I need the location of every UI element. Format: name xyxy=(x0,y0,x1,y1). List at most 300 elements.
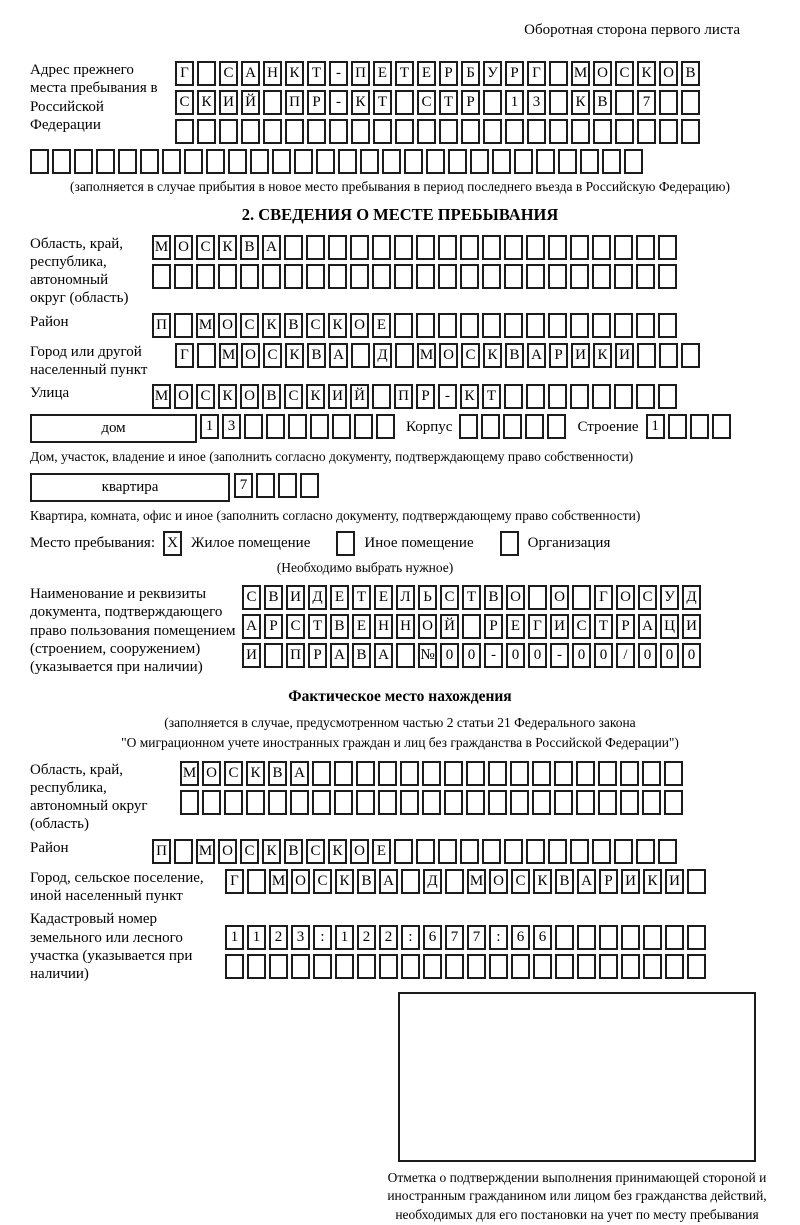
form-char-cell[interactable]: К xyxy=(246,761,265,786)
checkbox-organizatsiya[interactable] xyxy=(500,531,519,556)
form-char-cell[interactable] xyxy=(448,149,467,174)
form-char-cell[interactable]: Р xyxy=(599,869,618,894)
form-char-cell[interactable]: К xyxy=(351,90,370,115)
form-char-cell[interactable] xyxy=(665,925,684,950)
form-char-cell[interactable] xyxy=(404,149,423,174)
form-char-cell[interactable] xyxy=(246,790,265,815)
form-char-cell[interactable]: Р xyxy=(307,90,326,115)
form-char-cell[interactable]: Р xyxy=(439,61,458,86)
form-char-cell[interactable]: П xyxy=(351,61,370,86)
form-char-cell[interactable]: С xyxy=(219,61,238,86)
form-char-cell[interactable] xyxy=(620,761,639,786)
form-char-cell[interactable] xyxy=(504,313,523,338)
form-char-cell[interactable] xyxy=(400,790,419,815)
form-char-cell[interactable] xyxy=(615,90,634,115)
form-char-cell[interactable] xyxy=(416,235,435,260)
form-char-cell[interactable]: Т xyxy=(308,614,327,639)
form-char-cell[interactable] xyxy=(687,869,706,894)
form-char-cell[interactable] xyxy=(394,264,413,289)
form-char-cell[interactable]: М xyxy=(417,343,436,368)
form-char-cell[interactable]: О xyxy=(439,343,458,368)
form-char-cell[interactable] xyxy=(184,149,203,174)
form-char-cell[interactable]: Е xyxy=(372,313,391,338)
form-char-cell[interactable] xyxy=(250,149,269,174)
form-char-cell[interactable]: Е xyxy=(506,614,525,639)
form-char-cell[interactable] xyxy=(643,925,662,950)
form-char-cell[interactable]: П xyxy=(285,90,304,115)
form-char-cell[interactable] xyxy=(614,839,633,864)
form-char-cell[interactable]: Р xyxy=(484,614,503,639)
form-char-cell[interactable]: В xyxy=(284,313,303,338)
form-char-cell[interactable]: С xyxy=(461,343,480,368)
form-char-cell[interactable] xyxy=(554,761,573,786)
form-char-cell[interactable]: С xyxy=(572,614,591,639)
form-char-cell[interactable] xyxy=(659,119,678,144)
form-char-cell[interactable] xyxy=(313,954,332,979)
form-char-cell[interactable]: О xyxy=(593,61,612,86)
form-char-cell[interactable] xyxy=(681,119,700,144)
form-char-cell[interactable]: И xyxy=(242,643,261,668)
form-char-cell[interactable] xyxy=(96,149,115,174)
form-char-cell[interactable] xyxy=(599,954,618,979)
form-char-cell[interactable] xyxy=(504,235,523,260)
form-char-cell[interactable] xyxy=(614,313,633,338)
form-char-cell[interactable] xyxy=(571,119,590,144)
form-char-cell[interactable]: М xyxy=(571,61,590,86)
form-char-cell[interactable] xyxy=(445,869,464,894)
form-char-cell[interactable]: М xyxy=(467,869,486,894)
checkbox-zhiloe-pomeshchenie[interactable]: X xyxy=(163,531,182,556)
form-char-cell[interactable]: М xyxy=(269,869,288,894)
form-char-cell[interactable] xyxy=(400,761,419,786)
form-char-cell[interactable] xyxy=(570,384,589,409)
form-char-cell[interactable] xyxy=(395,90,414,115)
form-char-cell[interactable] xyxy=(577,954,596,979)
form-char-cell[interactable]: С xyxy=(440,585,459,610)
form-char-cell[interactable] xyxy=(598,761,617,786)
form-char-cell[interactable]: С xyxy=(313,869,332,894)
form-char-cell[interactable] xyxy=(307,119,326,144)
form-char-cell[interactable]: С xyxy=(284,384,303,409)
form-char-cell[interactable] xyxy=(488,761,507,786)
form-char-cell[interactable]: / xyxy=(616,643,635,668)
form-char-cell[interactable]: И xyxy=(665,869,684,894)
form-char-cell[interactable] xyxy=(290,790,309,815)
form-char-cell[interactable] xyxy=(592,313,611,338)
form-char-cell[interactable] xyxy=(394,839,413,864)
form-char-cell[interactable] xyxy=(335,954,354,979)
form-char-cell[interactable] xyxy=(504,384,523,409)
form-char-cell[interactable] xyxy=(152,264,171,289)
form-char-cell[interactable]: Н xyxy=(396,614,415,639)
form-char-cell[interactable] xyxy=(356,761,375,786)
form-char-cell[interactable] xyxy=(536,149,555,174)
form-char-cell[interactable]: Г xyxy=(528,614,547,639)
form-char-cell[interactable] xyxy=(528,585,547,610)
form-char-cell[interactable] xyxy=(664,761,683,786)
checkbox-inoe-pomeshchenie[interactable] xyxy=(336,531,355,556)
form-char-cell[interactable] xyxy=(580,149,599,174)
form-char-cell[interactable]: Г xyxy=(175,343,194,368)
form-char-cell[interactable]: Е xyxy=(330,585,349,610)
form-char-cell[interactable] xyxy=(636,313,655,338)
form-char-cell[interactable] xyxy=(599,925,618,950)
form-char-cell[interactable] xyxy=(206,149,225,174)
form-char-cell[interactable] xyxy=(334,790,353,815)
form-char-cell[interactable] xyxy=(378,761,397,786)
form-char-cell[interactable]: Т xyxy=(482,384,501,409)
form-char-cell[interactable] xyxy=(350,264,369,289)
form-char-cell[interactable]: 3 xyxy=(222,414,241,439)
form-char-cell[interactable]: К xyxy=(335,869,354,894)
form-char-cell[interactable]: М xyxy=(196,839,215,864)
form-char-cell[interactable]: О xyxy=(350,313,369,338)
form-char-cell[interactable] xyxy=(526,839,545,864)
form-char-cell[interactable]: В xyxy=(268,761,287,786)
form-char-cell[interactable]: Г xyxy=(594,585,613,610)
form-char-cell[interactable] xyxy=(510,761,529,786)
form-char-cell[interactable] xyxy=(620,790,639,815)
form-char-cell[interactable] xyxy=(576,761,595,786)
kvartira-box[interactable]: квартира xyxy=(30,473,230,502)
form-char-cell[interactable] xyxy=(244,414,263,439)
form-char-cell[interactable]: А xyxy=(241,61,260,86)
form-char-cell[interactable] xyxy=(712,414,731,439)
form-char-cell[interactable]: П xyxy=(286,643,305,668)
form-char-cell[interactable] xyxy=(492,149,511,174)
form-char-cell[interactable]: А xyxy=(379,869,398,894)
form-char-cell[interactable]: О xyxy=(241,343,260,368)
form-char-cell[interactable] xyxy=(247,954,266,979)
form-char-cell[interactable] xyxy=(268,790,287,815)
form-char-cell[interactable] xyxy=(373,119,392,144)
form-char-cell[interactable]: Р xyxy=(461,90,480,115)
form-char-cell[interactable] xyxy=(256,473,275,498)
form-char-cell[interactable]: К xyxy=(306,384,325,409)
form-char-cell[interactable] xyxy=(482,235,501,260)
form-char-cell[interactable] xyxy=(401,954,420,979)
form-char-cell[interactable] xyxy=(577,925,596,950)
form-char-cell[interactable] xyxy=(525,414,544,439)
form-char-cell[interactable]: С xyxy=(240,839,259,864)
form-char-cell[interactable]: 6 xyxy=(423,925,442,950)
form-char-cell[interactable] xyxy=(462,614,481,639)
form-char-cell[interactable]: 0 xyxy=(638,643,657,668)
form-char-cell[interactable]: 7 xyxy=(445,925,464,950)
form-char-cell[interactable]: 1 xyxy=(200,414,219,439)
form-char-cell[interactable]: 0 xyxy=(462,643,481,668)
form-char-cell[interactable] xyxy=(228,149,247,174)
form-char-cell[interactable]: 1 xyxy=(247,925,266,950)
form-char-cell[interactable] xyxy=(460,313,479,338)
form-char-cell[interactable]: И xyxy=(615,343,634,368)
form-char-cell[interactable] xyxy=(202,790,221,815)
form-char-cell[interactable] xyxy=(328,235,347,260)
form-char-cell[interactable] xyxy=(306,264,325,289)
form-char-cell[interactable] xyxy=(526,384,545,409)
form-char-cell[interactable] xyxy=(598,790,617,815)
form-char-cell[interactable]: 7 xyxy=(467,925,486,950)
form-char-cell[interactable]: В xyxy=(681,61,700,86)
form-char-cell[interactable]: А xyxy=(290,761,309,786)
form-char-cell[interactable]: 3 xyxy=(291,925,310,950)
form-char-cell[interactable] xyxy=(643,954,662,979)
form-char-cell[interactable]: О xyxy=(218,839,237,864)
form-char-cell[interactable] xyxy=(593,119,612,144)
form-char-cell[interactable] xyxy=(284,264,303,289)
form-char-cell[interactable]: Р xyxy=(616,614,635,639)
form-char-cell[interactable]: В xyxy=(264,585,283,610)
form-char-cell[interactable] xyxy=(466,761,485,786)
form-char-cell[interactable] xyxy=(592,264,611,289)
form-char-cell[interactable] xyxy=(269,954,288,979)
form-char-cell[interactable]: И xyxy=(682,614,701,639)
form-char-cell[interactable] xyxy=(288,414,307,439)
form-char-cell[interactable] xyxy=(30,149,49,174)
form-char-cell[interactable] xyxy=(294,149,313,174)
form-char-cell[interactable]: У xyxy=(660,585,679,610)
form-char-cell[interactable]: Т xyxy=(352,585,371,610)
form-char-cell[interactable] xyxy=(558,149,577,174)
form-char-cell[interactable]: К xyxy=(218,235,237,260)
form-char-cell[interactable] xyxy=(642,790,661,815)
form-char-cell[interactable] xyxy=(547,414,566,439)
form-char-cell[interactable]: О xyxy=(202,761,221,786)
form-char-cell[interactable]: № xyxy=(418,643,437,668)
form-char-cell[interactable]: 2 xyxy=(269,925,288,950)
form-char-cell[interactable] xyxy=(262,264,281,289)
form-char-cell[interactable]: В xyxy=(262,384,281,409)
form-char-cell[interactable]: С xyxy=(306,313,325,338)
form-char-cell[interactable]: Н xyxy=(374,614,393,639)
form-char-cell[interactable] xyxy=(416,264,435,289)
form-char-cell[interactable]: 0 xyxy=(660,643,679,668)
form-char-cell[interactable] xyxy=(310,414,329,439)
form-char-cell[interactable]: - xyxy=(329,61,348,86)
form-char-cell[interactable] xyxy=(382,149,401,174)
form-char-cell[interactable] xyxy=(394,313,413,338)
form-char-cell[interactable] xyxy=(278,473,297,498)
form-char-cell[interactable] xyxy=(372,235,391,260)
form-char-cell[interactable] xyxy=(224,790,243,815)
form-char-cell[interactable] xyxy=(395,343,414,368)
form-char-cell[interactable]: О xyxy=(174,384,193,409)
form-char-cell[interactable]: С xyxy=(263,343,282,368)
form-char-cell[interactable] xyxy=(444,761,463,786)
form-char-cell[interactable] xyxy=(658,384,677,409)
form-char-cell[interactable] xyxy=(658,264,677,289)
form-char-cell[interactable] xyxy=(572,585,591,610)
form-char-cell[interactable]: Й xyxy=(440,614,459,639)
form-char-cell[interactable] xyxy=(460,839,479,864)
form-char-cell[interactable] xyxy=(266,414,285,439)
form-char-cell[interactable]: 0 xyxy=(528,643,547,668)
form-char-cell[interactable] xyxy=(329,119,348,144)
form-char-cell[interactable]: А xyxy=(329,343,348,368)
form-char-cell[interactable]: А xyxy=(262,235,281,260)
form-char-cell[interactable] xyxy=(162,149,181,174)
form-char-cell[interactable] xyxy=(548,384,567,409)
form-char-cell[interactable] xyxy=(354,414,373,439)
form-char-cell[interactable]: К xyxy=(643,869,662,894)
form-char-cell[interactable] xyxy=(614,264,633,289)
form-char-cell[interactable]: С xyxy=(224,761,243,786)
form-char-cell[interactable] xyxy=(338,149,357,174)
form-char-cell[interactable] xyxy=(526,313,545,338)
form-char-cell[interactable]: Й xyxy=(241,90,260,115)
form-char-cell[interactable]: 0 xyxy=(440,643,459,668)
form-char-cell[interactable] xyxy=(466,790,485,815)
form-char-cell[interactable] xyxy=(300,473,319,498)
form-char-cell[interactable] xyxy=(687,954,706,979)
form-char-cell[interactable] xyxy=(396,643,415,668)
form-char-cell[interactable] xyxy=(422,790,441,815)
form-char-cell[interactable]: К xyxy=(285,343,304,368)
form-char-cell[interactable]: Т xyxy=(594,614,613,639)
form-char-cell[interactable] xyxy=(636,384,655,409)
form-char-cell[interactable] xyxy=(514,149,533,174)
form-char-cell[interactable]: 0 xyxy=(682,643,701,668)
form-char-cell[interactable]: Н xyxy=(263,61,282,86)
form-char-cell[interactable] xyxy=(690,414,709,439)
form-char-cell[interactable]: С xyxy=(240,313,259,338)
form-char-cell[interactable]: С xyxy=(306,839,325,864)
form-char-cell[interactable] xyxy=(263,119,282,144)
form-char-cell[interactable]: Л xyxy=(396,585,415,610)
form-char-cell[interactable] xyxy=(438,313,457,338)
form-char-cell[interactable]: И xyxy=(328,384,347,409)
form-char-cell[interactable]: К xyxy=(262,839,281,864)
form-char-cell[interactable]: И xyxy=(219,90,238,115)
form-char-cell[interactable] xyxy=(614,235,633,260)
form-char-cell[interactable] xyxy=(306,235,325,260)
form-char-cell[interactable]: К xyxy=(593,343,612,368)
form-char-cell[interactable]: Р xyxy=(264,614,283,639)
form-char-cell[interactable]: - xyxy=(550,643,569,668)
form-char-cell[interactable]: Д xyxy=(308,585,327,610)
form-char-cell[interactable]: В xyxy=(307,343,326,368)
form-char-cell[interactable] xyxy=(372,384,391,409)
form-char-cell[interactable]: 6 xyxy=(511,925,530,950)
form-char-cell[interactable] xyxy=(615,119,634,144)
form-char-cell[interactable]: 0 xyxy=(506,643,525,668)
form-char-cell[interactable] xyxy=(592,384,611,409)
form-char-cell[interactable]: Д xyxy=(423,869,442,894)
form-char-cell[interactable]: О xyxy=(550,585,569,610)
form-char-cell[interactable] xyxy=(658,839,677,864)
form-char-cell[interactable]: : xyxy=(313,925,332,950)
form-char-cell[interactable] xyxy=(416,839,435,864)
form-char-cell[interactable]: О xyxy=(506,585,525,610)
form-char-cell[interactable] xyxy=(592,235,611,260)
form-char-cell[interactable] xyxy=(264,643,283,668)
form-char-cell[interactable]: А xyxy=(527,343,546,368)
form-char-cell[interactable] xyxy=(505,119,524,144)
form-char-cell[interactable] xyxy=(401,869,420,894)
form-char-cell[interactable]: Й xyxy=(350,384,369,409)
form-char-cell[interactable] xyxy=(272,149,291,174)
form-char-cell[interactable] xyxy=(555,925,574,950)
form-char-cell[interactable]: В xyxy=(505,343,524,368)
form-char-cell[interactable] xyxy=(332,414,351,439)
form-char-cell[interactable]: К xyxy=(285,61,304,86)
form-char-cell[interactable] xyxy=(570,264,589,289)
form-char-cell[interactable] xyxy=(316,149,335,174)
form-char-cell[interactable] xyxy=(664,790,683,815)
form-char-cell[interactable] xyxy=(526,264,545,289)
form-char-cell[interactable] xyxy=(218,264,237,289)
form-char-cell[interactable]: Т xyxy=(462,585,481,610)
form-char-cell[interactable] xyxy=(417,119,436,144)
form-char-cell[interactable] xyxy=(438,235,457,260)
form-char-cell[interactable] xyxy=(554,790,573,815)
form-char-cell[interactable]: 7 xyxy=(637,90,656,115)
form-char-cell[interactable]: 3 xyxy=(527,90,546,115)
form-char-cell[interactable]: - xyxy=(329,90,348,115)
form-char-cell[interactable] xyxy=(636,235,655,260)
form-char-cell[interactable]: А xyxy=(330,643,349,668)
form-char-cell[interactable] xyxy=(532,790,551,815)
form-char-cell[interactable] xyxy=(636,839,655,864)
form-char-cell[interactable]: 1 xyxy=(646,414,665,439)
form-char-cell[interactable]: 0 xyxy=(594,643,613,668)
form-char-cell[interactable]: 1 xyxy=(335,925,354,950)
form-char-cell[interactable]: Е xyxy=(374,585,393,610)
form-char-cell[interactable] xyxy=(637,343,656,368)
form-char-cell[interactable]: К xyxy=(328,839,347,864)
form-char-cell[interactable]: Б xyxy=(461,61,480,86)
form-char-cell[interactable]: С xyxy=(638,585,657,610)
form-char-cell[interactable] xyxy=(372,264,391,289)
form-char-cell[interactable]: В xyxy=(555,869,574,894)
form-char-cell[interactable] xyxy=(621,954,640,979)
form-char-cell[interactable]: С xyxy=(196,235,215,260)
form-char-cell[interactable] xyxy=(570,235,589,260)
form-char-cell[interactable] xyxy=(658,235,677,260)
form-char-cell[interactable]: 1 xyxy=(505,90,524,115)
form-char-cell[interactable]: Г xyxy=(527,61,546,86)
form-char-cell[interactable] xyxy=(526,235,545,260)
form-char-cell[interactable] xyxy=(118,149,137,174)
form-char-cell[interactable]: С xyxy=(242,585,261,610)
form-char-cell[interactable]: П xyxy=(152,313,171,338)
form-char-cell[interactable]: М xyxy=(180,761,199,786)
form-char-cell[interactable] xyxy=(360,149,379,174)
form-char-cell[interactable]: В xyxy=(593,90,612,115)
form-char-cell[interactable] xyxy=(665,954,684,979)
form-char-cell[interactable] xyxy=(637,119,656,144)
form-char-cell[interactable] xyxy=(548,264,567,289)
form-char-cell[interactable] xyxy=(548,313,567,338)
form-char-cell[interactable] xyxy=(312,761,331,786)
form-char-cell[interactable]: С xyxy=(417,90,436,115)
form-char-cell[interactable] xyxy=(291,954,310,979)
form-char-cell[interactable] xyxy=(180,790,199,815)
form-char-cell[interactable]: М xyxy=(219,343,238,368)
form-char-cell[interactable]: О xyxy=(218,313,237,338)
form-char-cell[interactable]: Ь xyxy=(418,585,437,610)
form-char-cell[interactable]: У xyxy=(483,61,502,86)
form-char-cell[interactable]: Д xyxy=(682,585,701,610)
form-char-cell[interactable]: К xyxy=(328,313,347,338)
form-char-cell[interactable] xyxy=(533,954,552,979)
form-char-cell[interactable] xyxy=(510,790,529,815)
form-char-cell[interactable] xyxy=(481,414,500,439)
form-char-cell[interactable] xyxy=(351,119,370,144)
form-char-cell[interactable]: О xyxy=(240,384,259,409)
form-char-cell[interactable] xyxy=(240,264,259,289)
form-char-cell[interactable] xyxy=(504,264,523,289)
